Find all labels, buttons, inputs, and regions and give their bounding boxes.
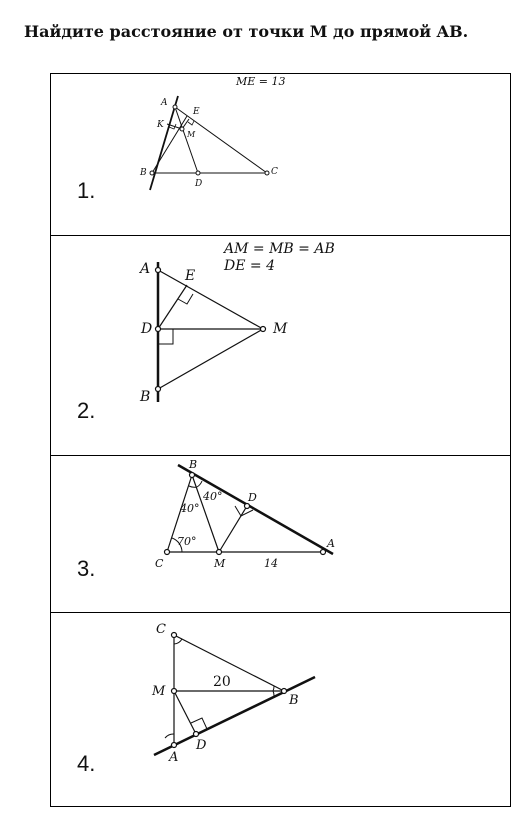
label-E: E [193, 107, 200, 117]
problem-row-1 [51, 74, 510, 236]
problem-row-2 [51, 236, 510, 456]
label-A: A [140, 261, 151, 277]
problem-number: 4. [77, 751, 96, 776]
angle-label: 40° [203, 490, 223, 503]
given-text: DE = 4 [224, 258, 275, 274]
label-A: A [169, 750, 179, 765]
angle-label: 70° [177, 535, 197, 548]
problem-number: 1. [77, 178, 96, 203]
given-text: AM = MB = AB [224, 241, 335, 257]
segment-label: 14 [264, 557, 278, 570]
label-C: C [271, 167, 278, 177]
label-D: D [196, 738, 207, 753]
label-M: M [214, 557, 226, 570]
problem-row-3 [51, 456, 510, 613]
label-K: K [157, 120, 164, 130]
figure-2 [51, 236, 512, 456]
figure-3 [51, 456, 512, 613]
problem-number: 3. [77, 556, 96, 581]
task-title: Найдите расстояние от точки M до прямой AB. [24, 22, 469, 41]
angle-label: 40° [180, 502, 200, 515]
label-M: M [152, 684, 166, 699]
label-A: A [327, 537, 335, 550]
segment-label: 20 [213, 674, 231, 690]
figure-4 [51, 613, 512, 808]
label-D: D [248, 491, 257, 504]
label-M: M [273, 321, 288, 337]
label-M: M [187, 130, 196, 139]
label-D: D [141, 321, 153, 337]
label-D: D [195, 179, 203, 189]
label-C: C [156, 622, 166, 637]
problem-number: 2. [77, 398, 96, 423]
label-B: B [140, 389, 151, 405]
given-text: ME = 13 [236, 75, 286, 88]
label-B: B [289, 693, 299, 708]
label-B: B [140, 168, 147, 178]
label-B: B [189, 458, 198, 471]
label-A: A [161, 98, 168, 108]
label-C: C [155, 557, 164, 570]
problems-table [50, 73, 511, 807]
problem-row-4 [51, 613, 510, 808]
figure-1 [51, 74, 512, 236]
label-E: E [185, 268, 196, 284]
